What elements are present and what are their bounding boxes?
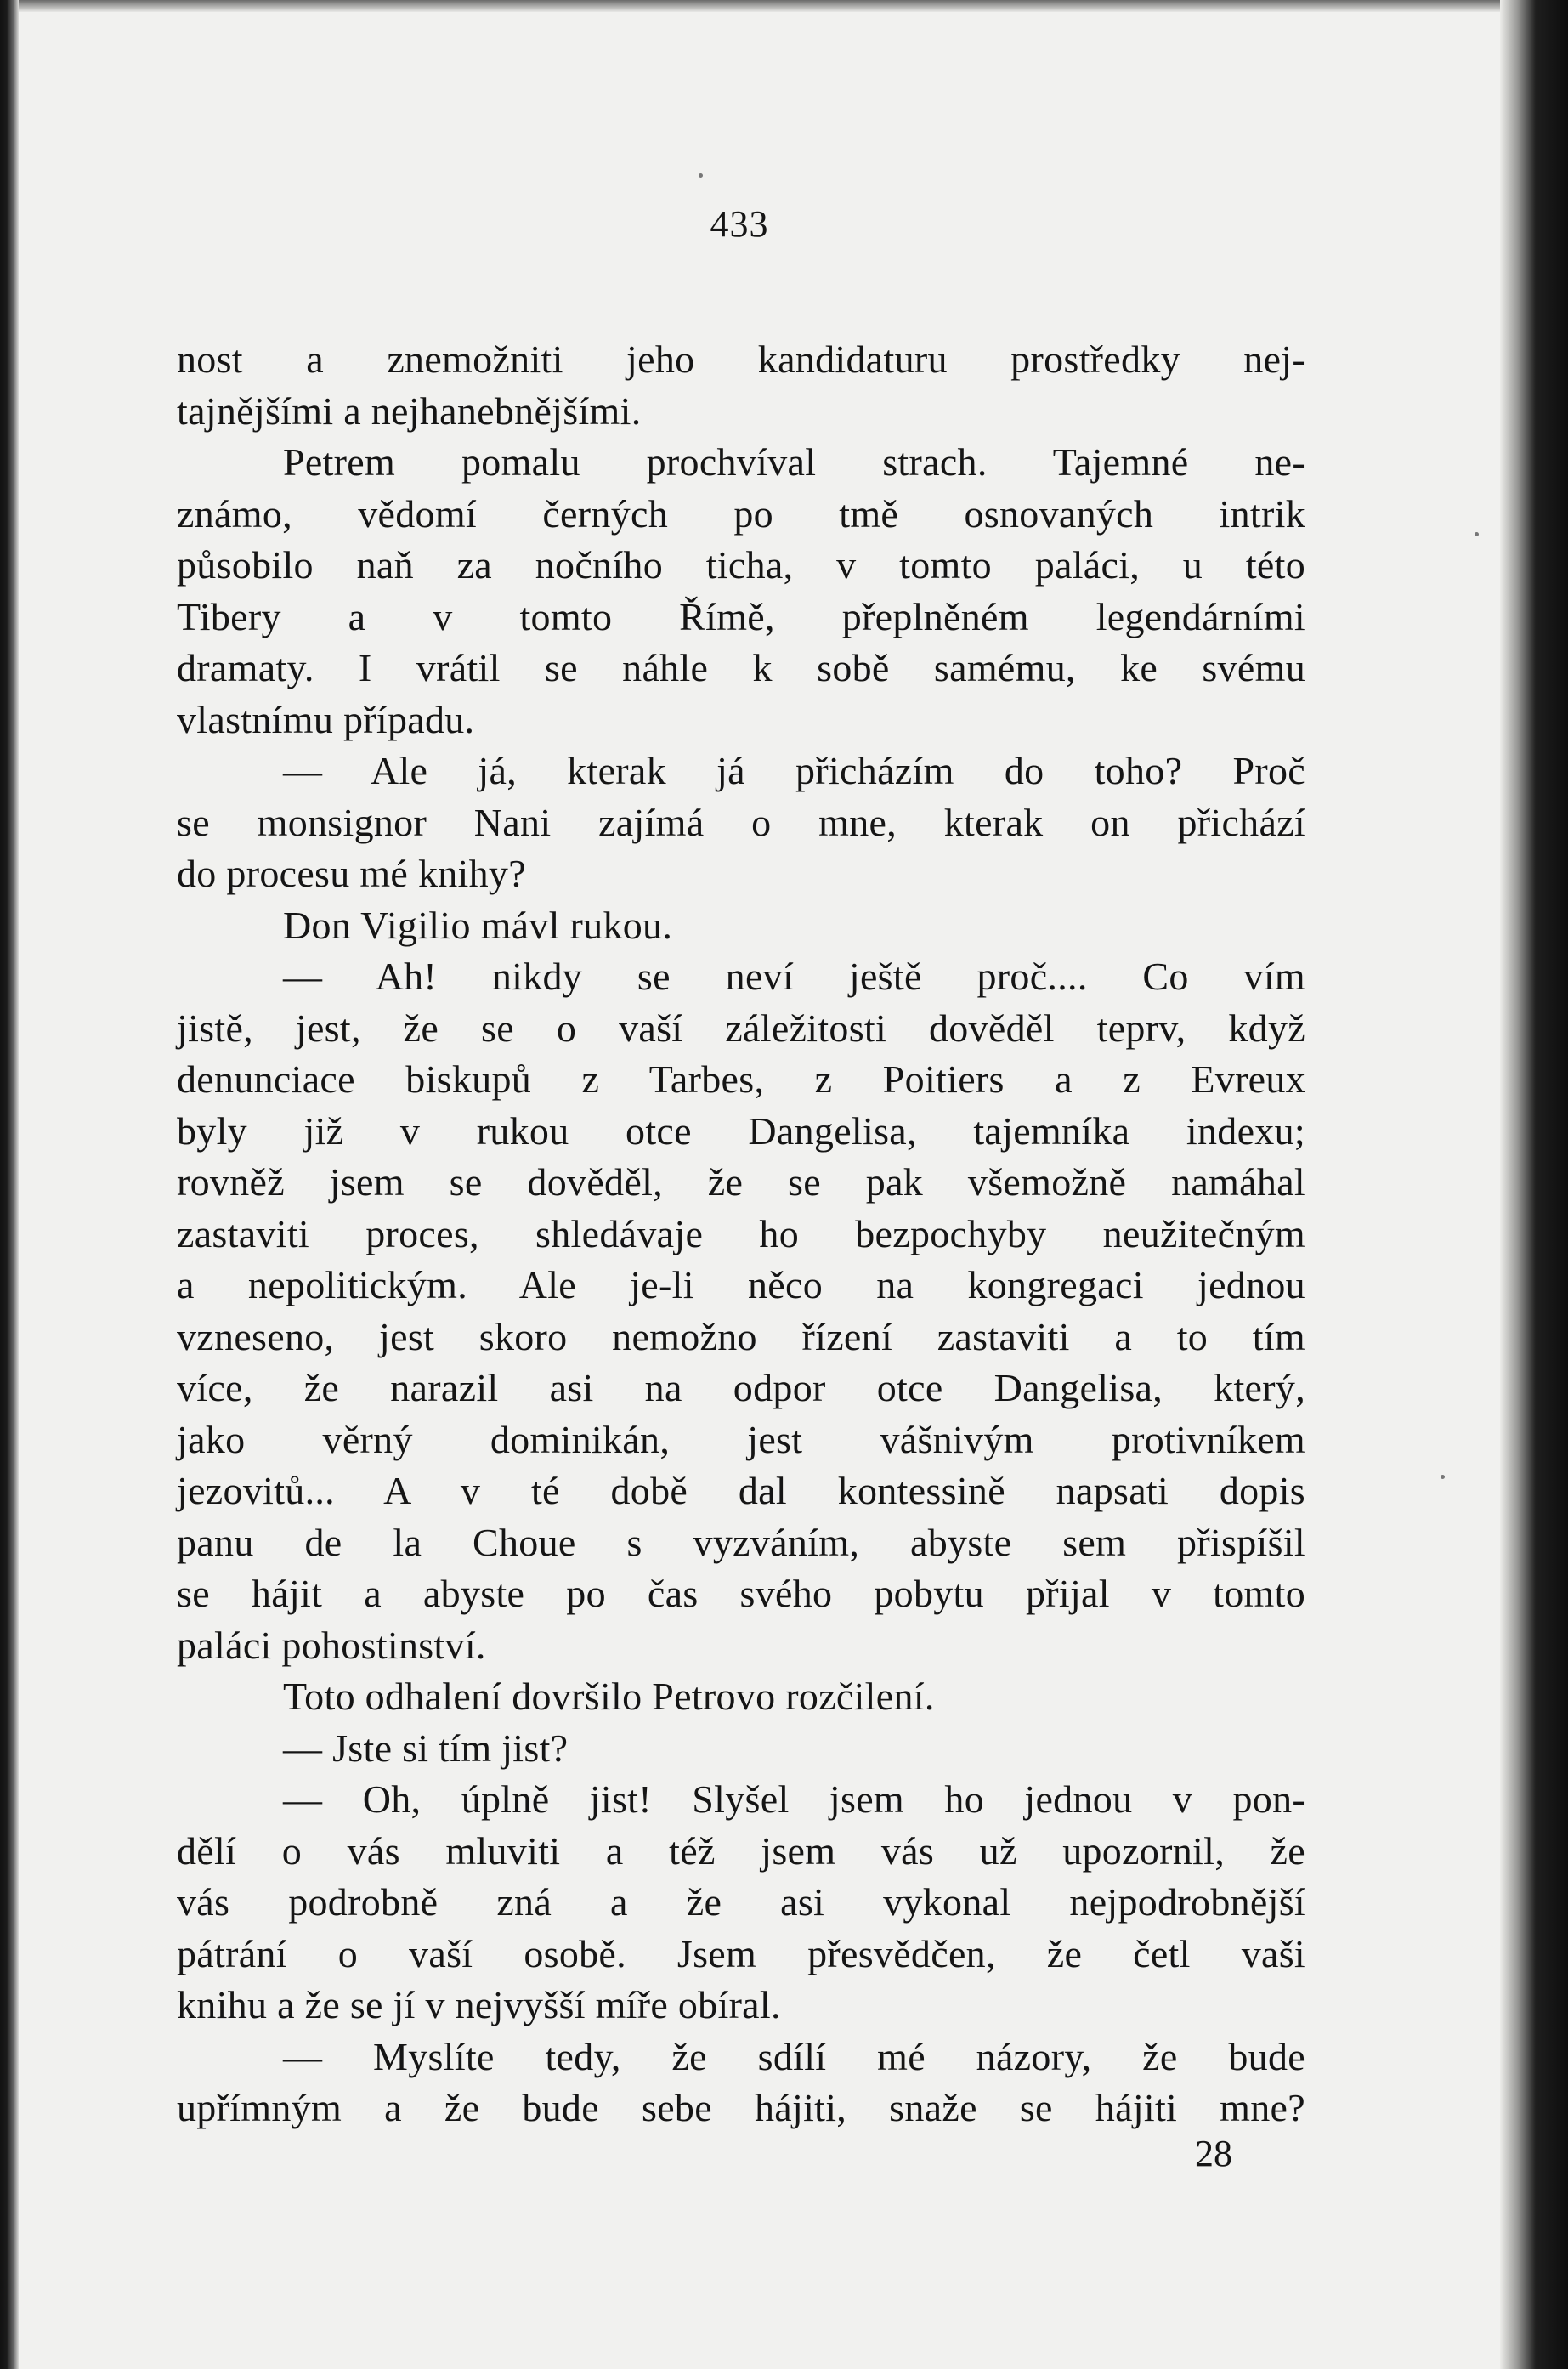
text-line: se hájit a abyste po čas svého pobytu přijal v tomto (177, 1572, 1305, 1615)
text-line: vzneseno, jest skoro nemožno řízení zastaviti a to tím (177, 1314, 1305, 1358)
text-line: pátrání o vaší osobě. Jsem přesvědčen, že četl vaši (177, 1931, 1305, 1975)
text-line: tajnějšími a nejhanebnějšími. (177, 388, 642, 433)
text-line: jako věrný dominikán, jest vášnivým protivníkem (177, 1417, 1305, 1461)
text-line: jistě, jest, že se o vaší záležitosti dověděl teprv, když (177, 1006, 1305, 1050)
text-line: — Oh, úplně jist! Slyšel jsem ho jednou v pon- (283, 1777, 1305, 1821)
text-line: — Ah! nikdy se neví ještě proč.... Co vím (283, 955, 1305, 998)
text-line: vlastnímu případu. (177, 697, 475, 741)
text-line: byly již v rukou otce Dangelisa, tajemníka indexu; (177, 1108, 1305, 1153)
dust-speck (1441, 1475, 1445, 1479)
dust-speck (1475, 532, 1479, 536)
text-line: Toto odhalení dovršilo Petrovo rozčilení. (283, 1675, 935, 1718)
text-line: nost a znemožniti jeho kandidaturu prostředky nej- (177, 337, 1305, 381)
page-number: 433 (710, 203, 769, 245)
text-line: známo, vědomí černých po tmě osnovaných intrik (177, 491, 1305, 536)
text-line: Petrem pomalu prochvíval strach. Tajemné ne- (283, 440, 1305, 484)
text-line: panu de la Choue s vyzváním, abyste sem přispíšil (177, 1520, 1305, 1564)
text-line: působilo naň za nočního ticha, v tomto paláci, u této (177, 543, 1305, 587)
book-page (170, 0, 1309, 2369)
text-line: upřímným a že bude sebe hájiti, snaže se hájiti mne? (177, 2086, 1305, 2129)
text-line: se monsignor Nani zajímá o mne, kterak on přichází (177, 800, 1305, 844)
text-line: a nepolitickým. Ale je-li něco na kongregaci jednou (177, 1263, 1305, 1306)
text-line: dělí o vás mluviti a též jsem vás už upozornil, že (177, 1828, 1305, 1873)
text-line: více, že narazil asi na odpor otce Dangelisa, který, (177, 1366, 1305, 1409)
text-line: denunciace biskupů z Tarbes, z Poitiers a z Evreux (177, 1057, 1305, 1101)
scan-right-edge (1500, 0, 1568, 2369)
page-text-body (177, 334, 1305, 2134)
text-line: — Ale já, kterak já přicházím do toho? Proč (283, 749, 1305, 792)
text-line: — Myslíte tedy, že sdílí mé názory, že bude (283, 2034, 1305, 2078)
text-line: jezovitů... A v té době dal kontessině napsati dopis (177, 1469, 1305, 1512)
text-line: rovněž jsem se dověděl, že se pak všemožně namáhal (177, 1160, 1305, 1204)
text-line: zastaviti proces, shledávaje ho bezpochyby neužitečným (177, 1211, 1305, 1255)
text-line: paláci pohostinství. (177, 1623, 486, 1667)
text-line: Tibery a v tomto Římě, přeplněném legendárními (177, 594, 1305, 638)
text-line: vás podrobně zná a že asi vykonal nejpodrobnější (177, 1880, 1305, 1924)
text-line: do procesu mé knihy? (177, 852, 526, 895)
text-line: — Jste si tím jist? (283, 1726, 569, 1770)
text-line: Don Vigilio mávl rukou. (283, 903, 673, 947)
scan-left-edge (0, 0, 19, 2369)
text-line: dramaty. I vrátil se náhle k sobě samému, ke svému (177, 646, 1305, 689)
printer-signature-mark: 28 (1195, 2133, 1232, 2174)
text-line: knihu a že se jí v nejvyšší míře obíral. (177, 1983, 781, 2026)
